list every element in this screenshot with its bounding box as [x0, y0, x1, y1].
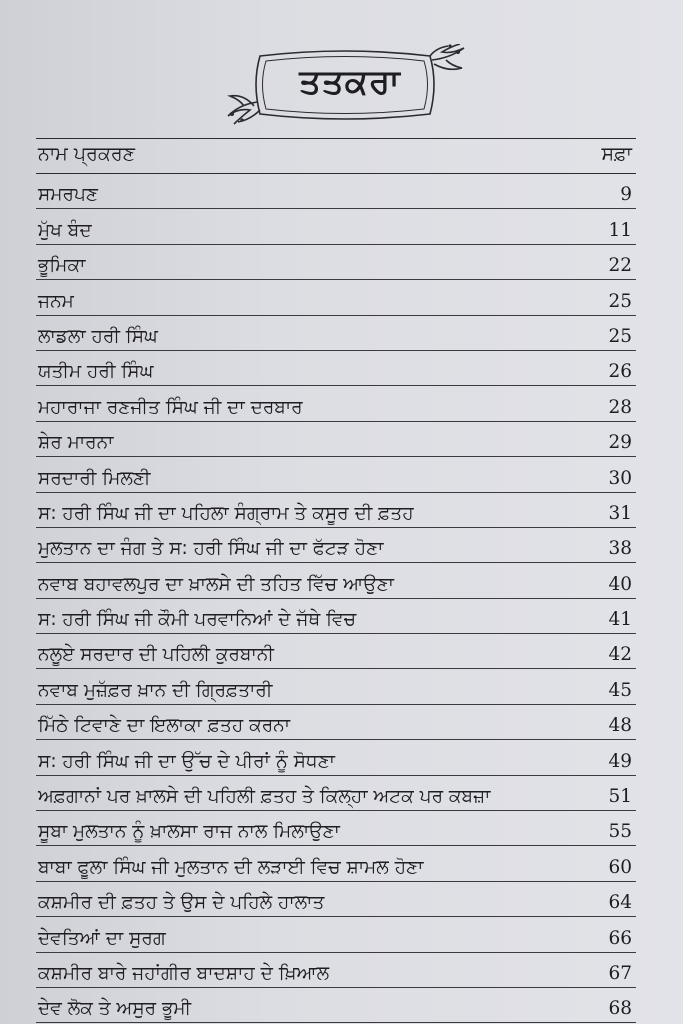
entry-page-number: 28 [608, 396, 632, 418]
toc-entry [36, 917, 636, 952]
entry-page-number: 41 [608, 609, 632, 631]
entry-page-number: 31 [608, 502, 632, 524]
entry-title: ਯਤੀਮ ਹਰੀ ਸਿੰਘ [38, 361, 154, 383]
toc-entry [36, 528, 636, 563]
entry-title: ਦੇਵਤਿਆਂ ਦਾ ਸੁਰਗ [38, 927, 166, 949]
entry-page-number: 9 [620, 184, 632, 206]
entry-page-number: 42 [608, 644, 632, 666]
entry-page-number: 22 [608, 255, 632, 277]
entry-page-number: 29 [608, 432, 632, 454]
entry-title: ਮਿੱਠੇ ਟਿਵਾਣੇ ਦਾ ਇਲਾਕਾ ਫ਼ਤਹ ਕਰਨਾ [38, 715, 291, 737]
toc-entry [36, 599, 636, 634]
entry-page-number: 38 [608, 538, 632, 560]
entry-title: ਅਫ਼ਗਾਨਾਂ ਪਰ ਖ਼ਾਲਸੇ ਦੀ ਪਹਿਲੀ ਫ਼ਤਹ ਤੇ ਕਿਲ੍ਹਾ ਅਟਕ ਪਰ ਕਬਜ਼ਾ [38, 786, 491, 808]
entry-title: ਸ: ਹਰੀ ਸਿੰਘ ਜੀ ਕੌਮੀ ਪਰਵਾਨਿਆਂ ਦੇ ਜੱਥੇ ਵਿਚ [38, 609, 357, 631]
toc-entry [36, 280, 636, 315]
entry-title: ਬਾਬਾ ਫੂਲਾ ਸਿੰਘ ਜੀ ਮੁਲਤਾਨ ਦੀ ਲੜਾਈ ਵਿਚ ਸ਼ਾਮਲ ਹੋਣਾ [38, 856, 424, 878]
entry-title: ਨਲੂਏ ਸਰਦਾਰ ਦੀ ਪਹਿਲੀ ਕੁਰਬਾਨੀ [38, 644, 274, 666]
entry-title: ਨਵਾਬ ਮੁਜ਼ੱਫ਼ਰ ਖ਼ਾਨ ਦੀ ਗ੍ਰਿਫ਼ਤਾਰੀ [38, 679, 273, 701]
entry-title: ਕਸ਼ਮੀਰ ਬਾਰੇ ਜਹਾਂਗੀਰ ਬਾਦਸ਼ਾਹ ਦੇ ਖ਼ਿਆਲ [38, 962, 330, 984]
entry-page-number: 67 [608, 962, 632, 984]
toc-entry [36, 740, 636, 775]
entry-title: ਨਵਾਬ ਬਹਾਵਲਪੁਰ ਦਾ ਖ਼ਾਲਸੇ ਦੀ ਤਹਿਤ ਵਿੱਚ ਆਉਣਾ [38, 573, 394, 595]
page-number-heading: ਸਫ਼ਾ [601, 143, 632, 165]
chapter-name-heading: ਨਾਮ ਪ੍ਰਕਰਣ [38, 143, 135, 165]
toc-header [36, 138, 636, 174]
entry-title: ਭੂਮਿਕਾ [38, 255, 86, 277]
entry-title: ਮਹਾਰਾਜਾ ਰਣਜੀਤ ਸਿੰਘ ਜੀ ਦਾ ਦਰਬਾਰ [38, 396, 303, 418]
entry-title: ਸ: ਹਰੀ ਸਿੰਘ ਜੀ ਦਾ ਪਹਿਲਾ ਸੰਗ੍ਰਾਮ ਤੇ ਕਸੂਰ ਦੀ ਫ਼ਤਹ [38, 502, 414, 524]
entry-page-number: 26 [608, 361, 632, 383]
toc-entry [36, 351, 636, 386]
entry-title: ਸਮਰਪਣ [38, 184, 98, 206]
title-cartouche [220, 44, 470, 126]
toc-entry [36, 634, 636, 669]
entry-title: ਸਰਦਾਰੀ ਮਿਲਣੀ [38, 467, 151, 489]
entry-title: ਕਸ਼ਮੀਰ ਦੀ ਫ਼ਤਹ ਤੇ ਉਸ ਦੇ ਪਹਿਲੇ ਹਾਲਾਤ [38, 892, 325, 914]
toc-entry [36, 457, 636, 492]
toc-entry [36, 316, 636, 351]
toc-entry [36, 563, 636, 598]
toc-entry [36, 953, 636, 988]
toc-entry [36, 174, 636, 209]
entry-page-number: 25 [608, 325, 632, 347]
toc-entry [36, 988, 636, 1023]
entry-page-number: 55 [608, 821, 632, 843]
toc-entry [36, 776, 636, 811]
toc-entry [36, 209, 636, 244]
entry-page-number: 11 [608, 219, 632, 241]
toc-entry [36, 245, 636, 280]
toc-entry [36, 882, 636, 917]
table-of-contents [36, 138, 636, 1023]
entry-page-number: 66 [608, 927, 632, 949]
toc-rows [36, 174, 636, 1023]
toc-entry [36, 493, 636, 528]
toc-entry [36, 669, 636, 704]
entry-page-number: 68 [608, 998, 632, 1020]
entry-title: ਜਨਮ [38, 290, 74, 312]
entry-page-number: 30 [608, 467, 632, 489]
entry-title: ਸੂਬਾ ਮੁਲਤਾਨ ਨੂੰ ਖ਼ਾਲਸਾ ਰਾਜ ਨਾਲ ਮਿਲਾਉਣਾ [38, 821, 340, 843]
entry-title: ਸ: ਹਰੀ ਸਿੰਘ ਜੀ ਦਾ ਉੱਚ ਦੇ ਪੀਰਾਂ ਨੂੰ ਸੋਧਣਾ [38, 750, 335, 772]
entry-page-number: 51 [608, 786, 632, 808]
entry-title: ਮੁਲਤਾਨ ਦਾ ਜੰਗ ਤੇ ਸ: ਹਰੀ ਸਿੰਘ ਜੀ ਦਾ ਫੱਟੜ ਹੋਣਾ [38, 538, 384, 560]
entry-title: ਸ਼ੇਰ ਮਾਰਨਾ [38, 432, 114, 454]
entry-title: ਦੇਵ ਲੋਕ ਤੇ ਅਸੁਰ ਭੂਮੀ [38, 998, 192, 1020]
toc-entry [36, 386, 636, 421]
entry-title: ਮੁੱਖ ਬੰਦ [38, 219, 92, 241]
entry-page-number: 60 [608, 856, 632, 878]
entry-page-number: 64 [608, 892, 632, 914]
entry-page-number: 40 [608, 573, 632, 595]
entry-page-number: 49 [608, 750, 632, 772]
entry-title: ਲਾਡਲਾ ਹਰੀ ਸਿੰਘ [38, 325, 158, 347]
toc-entry [36, 811, 636, 846]
toc-entry [36, 422, 636, 457]
toc-entry [36, 705, 636, 740]
entry-page-number: 45 [608, 679, 632, 701]
toc-entry [36, 846, 636, 881]
entry-page-number: 25 [608, 290, 632, 312]
entry-page-number: 48 [608, 715, 632, 737]
page-title: ਤਤਕਰਾ [299, 62, 401, 102]
